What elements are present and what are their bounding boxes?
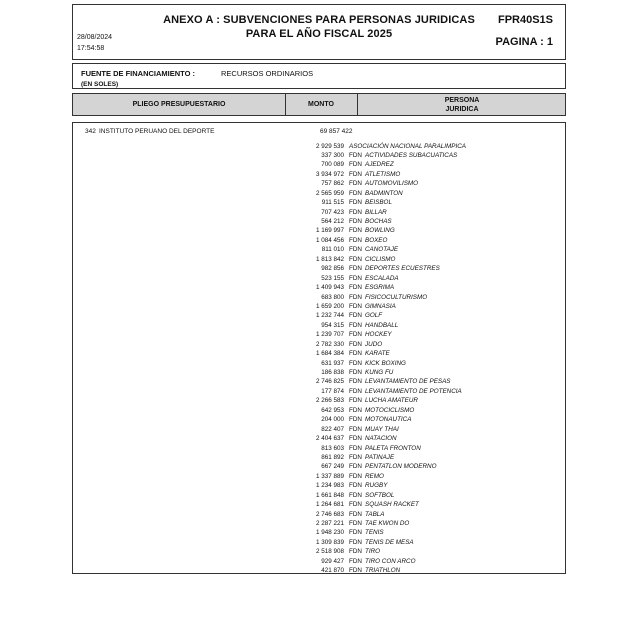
row-amount: 1 409 943 <box>315 284 344 292</box>
row-amount: 1 239 707 <box>315 331 344 339</box>
row-amount: 683 800 <box>321 293 344 301</box>
row-prefix: FDN <box>349 246 362 254</box>
funding-source-label: FUENTE DE FINANCIAMIENTO : <box>81 69 196 78</box>
table-row <box>73 245 565 254</box>
row-prefix: FDN <box>349 331 362 339</box>
table-row <box>73 425 565 434</box>
row-amount: 204 000 <box>321 416 344 424</box>
row-amount: 707 423 <box>321 208 344 216</box>
table-header <box>72 93 566 116</box>
row-amount: 3 934 972 <box>315 170 344 178</box>
funding-source-box <box>72 63 566 89</box>
row-amount: 1 659 200 <box>315 302 344 310</box>
table-row <box>73 311 565 320</box>
row-entity-name: SOFTBOL <box>365 491 395 499</box>
row-entity-name: TIRO <box>365 548 381 556</box>
table-row <box>73 359 565 368</box>
row-entity-name: TAE KWON DO <box>365 520 410 527</box>
table-row <box>73 462 565 471</box>
table-row <box>73 208 565 217</box>
report-header <box>72 4 566 60</box>
table-row <box>73 453 565 462</box>
row-entity-name: RUGBY <box>365 482 388 490</box>
table-row <box>73 491 565 500</box>
row-amount: 1 684 384 <box>315 350 344 358</box>
table-row <box>73 160 565 169</box>
row-amount: 177 874 <box>321 387 344 395</box>
row-entity-name: MUAY THAI <box>365 425 399 433</box>
row-entity-name: KARATE <box>365 350 390 358</box>
row-prefix: FDN <box>349 180 362 188</box>
row-entity-name: TIRO CON ARCO <box>365 557 416 565</box>
row-amount: 929 427 <box>321 557 344 565</box>
row-amount: 421 870 <box>321 567 344 575</box>
table-row <box>73 226 565 235</box>
row-prefix: FDN <box>349 218 362 225</box>
column-header-persona: PERSONA <box>444 97 480 104</box>
row-entity-name: PATINAJE <box>365 453 395 461</box>
row-entity-name: SQUASH RACKET <box>365 501 419 509</box>
row-amount: 1 309 839 <box>315 538 344 546</box>
table-row <box>73 340 565 349</box>
funding-source-value: RECURSOS ORDINARIOS <box>221 69 314 78</box>
row-prefix: FDN <box>349 274 362 282</box>
table-row <box>73 396 565 405</box>
row-entity-name: LEVANTAMIENTO DE POTENCIA <box>365 387 462 395</box>
row-amount: 1 813 842 <box>315 255 344 263</box>
row-prefix: FDN <box>349 520 362 527</box>
row-prefix: FDN <box>349 472 362 480</box>
table-row <box>73 547 565 556</box>
row-amount: 954 315 <box>321 321 344 329</box>
row-entity-name: DEPORTES ECUESTRES <box>365 265 440 273</box>
row-entity-name: KICK BOXING <box>365 359 406 367</box>
row-entity-name: BILLAR <box>365 208 387 216</box>
row-amount: 822 407 <box>321 425 344 433</box>
row-prefix: FDN <box>349 151 362 159</box>
table-row <box>73 217 565 226</box>
row-amount: 667 249 <box>321 463 344 471</box>
row-entity-name: ESGRIMA <box>365 284 395 292</box>
beneficiary-list <box>73 142 565 576</box>
row-entity-name: ESCALADA <box>365 274 399 282</box>
row-prefix: FDN <box>349 463 362 471</box>
row-amount: 564 212 <box>321 218 344 225</box>
row-prefix: FDN <box>349 548 362 556</box>
table-row <box>73 330 565 339</box>
row-amount: 2 929 539 <box>315 142 344 150</box>
row-entity-name: PALETA FRONTON <box>365 444 421 452</box>
row-amount: 911 515 <box>321 199 344 207</box>
table-row <box>73 377 565 386</box>
row-prefix: FDN <box>349 378 362 386</box>
table-row <box>73 142 565 151</box>
table-row <box>73 538 565 547</box>
row-entity-name: KUNG FU <box>365 369 394 376</box>
row-amount: 1 169 997 <box>315 227 344 235</box>
table-row <box>73 415 565 424</box>
table-row <box>73 283 565 292</box>
table-row <box>73 566 565 575</box>
row-prefix: FDN <box>349 302 362 310</box>
row-entity-name: BADMINTON <box>365 189 403 197</box>
report-title: ANEXO A : SUBVENCIONES PARA PERSONAS JURIDICAS <box>163 14 475 26</box>
row-prefix: FDN <box>349 359 362 367</box>
row-prefix: FDN <box>349 227 362 235</box>
row-prefix: FDN <box>349 265 362 273</box>
row-entity-name: TENIS <box>365 529 384 537</box>
row-entity-name: MOTONAUTICA <box>365 416 412 424</box>
row-prefix: FDN <box>349 350 362 358</box>
table-row <box>73 510 565 519</box>
table-row <box>73 557 565 566</box>
row-prefix: FDN <box>349 397 362 405</box>
column-header-persona-juridica <box>357 97 567 114</box>
row-entity-name: AJEDREZ <box>365 161 394 169</box>
table-row <box>73 406 565 415</box>
table-row <box>73 528 565 537</box>
table-row <box>73 151 565 160</box>
table-row <box>73 274 565 283</box>
table-row <box>73 519 565 528</box>
row-entity-name: CANOTAJE <box>365 246 399 254</box>
row-entity-name: MOTOCICLISMO <box>365 406 415 414</box>
table-row <box>73 481 565 490</box>
row-entity-name: GIMNASIA <box>365 302 396 310</box>
row-amount: 1 232 744 <box>315 312 344 320</box>
row-prefix: FDN <box>349 444 362 452</box>
row-prefix: FDN <box>349 529 362 537</box>
row-entity-name: JUDO <box>365 340 383 348</box>
row-entity-name: ATLETISMO <box>365 170 401 178</box>
row-entity-name: BOCHAS <box>365 218 392 225</box>
row-entity-name: FISICOCULTURISMO <box>365 293 428 301</box>
table-row <box>73 255 565 264</box>
row-entity-name: ACTIVIDADES SUBACUATICAS <box>365 151 458 159</box>
row-prefix: FDN <box>349 255 362 263</box>
currency-unit: (EN SOLES) <box>81 81 119 88</box>
row-prefix: FDN <box>349 369 362 376</box>
table-row <box>73 170 565 179</box>
table-row <box>73 264 565 273</box>
row-prefix: FDN <box>349 406 362 414</box>
pliego-code: 342 <box>85 128 96 135</box>
row-amount: 811 010 <box>321 246 344 254</box>
row-entity-name: BEISBOL <box>365 199 392 207</box>
row-prefix: FDN <box>349 510 362 518</box>
row-amount: 982 856 <box>321 265 344 273</box>
table-row <box>73 179 565 188</box>
column-header-pliego: PLIEGO PRESUPUESTARIO <box>132 101 226 108</box>
row-prefix: FDN <box>349 501 362 509</box>
row-amount: 1 337 889 <box>315 472 344 480</box>
table-row <box>73 500 565 509</box>
pliego-name: INSTITUTO PERUANO DEL DEPORTE <box>99 128 215 135</box>
row-entity-name: TABLA <box>365 510 385 518</box>
table-row <box>73 189 565 198</box>
row-amount: 1 234 983 <box>315 482 344 490</box>
pliego-row <box>85 128 214 135</box>
table-row <box>73 387 565 396</box>
row-amount: 700 089 <box>321 161 344 169</box>
table-row <box>73 434 565 443</box>
row-amount: 1 084 456 <box>315 236 344 244</box>
table-row <box>73 349 565 358</box>
report-date: 28/08/2024 <box>77 34 113 41</box>
row-entity-name: NATACION <box>365 435 397 443</box>
row-entity-name: AUTOMOVILISMO <box>365 180 419 188</box>
row-prefix: FDN <box>349 321 362 329</box>
table-row <box>73 472 565 481</box>
row-prefix: FDN <box>349 284 362 292</box>
row-entity-name: TRIATHLON <box>365 567 401 575</box>
row-prefix: FDN <box>349 425 362 433</box>
row-amount: 2 287 221 <box>315 520 344 527</box>
row-prefix: FDN <box>349 435 362 443</box>
row-amount: 861 892 <box>321 453 344 461</box>
row-prefix: FDN <box>349 208 362 216</box>
row-entity-name: HOCKEY <box>365 331 392 339</box>
row-amount: 2 782 330 <box>315 340 344 348</box>
row-amount: 2 746 825 <box>315 378 344 386</box>
row-prefix: FDN <box>349 482 362 490</box>
row-amount: 337 300 <box>321 151 344 159</box>
row-prefix: FDN <box>349 453 362 461</box>
table-body <box>72 122 566 574</box>
row-amount: 2 266 583 <box>315 397 344 405</box>
row-entity-name: HANDBALL <box>365 321 399 329</box>
row-prefix: FDN <box>349 170 362 178</box>
row-entity-name: REMO <box>365 472 384 480</box>
row-prefix: FDN <box>349 236 362 244</box>
row-entity-name: LUCHA AMATEUR <box>365 397 418 405</box>
row-prefix: FDN <box>349 538 362 546</box>
row-prefix: FDN <box>349 161 362 169</box>
row-amount: 631 937 <box>321 359 344 367</box>
table-row <box>73 302 565 311</box>
row-entity-name: BOXEO <box>365 236 388 244</box>
row-prefix: FDN <box>349 416 362 424</box>
row-amount: 813 603 <box>321 444 344 452</box>
table-row <box>73 444 565 453</box>
row-prefix: FDN <box>349 340 362 348</box>
row-amount: 642 953 <box>321 406 344 414</box>
report-code: FPR40S1S <box>497 14 553 26</box>
row-prefix: FDN <box>349 189 362 197</box>
row-amount: 1 948 230 <box>315 529 344 537</box>
row-entity-name: BOWLING <box>365 227 395 235</box>
table-row <box>73 198 565 207</box>
column-header-monto: MONTO <box>308 101 334 108</box>
row-entity-name: PENTATLON MODERNO <box>365 463 437 471</box>
row-prefix: FDN <box>349 312 362 320</box>
row-entity-name: TENIS DE MESA <box>365 538 414 546</box>
row-entity-name: LEVANTAMIENTO DE PESAS <box>365 378 451 386</box>
page-number: PAGINA : 1 <box>495 36 553 48</box>
row-amount: 186 838 <box>321 369 344 376</box>
row-amount: 1 661 848 <box>315 491 344 499</box>
column-header-juridica: JURIDICA <box>445 105 479 113</box>
row-amount: 2 518 908 <box>315 548 344 556</box>
report-time: 17:54:58 <box>77 45 105 52</box>
row-amount: 2 565 959 <box>315 189 344 197</box>
row-entity-name: GOLF <box>365 312 383 320</box>
row-amount: 1 264 681 <box>315 501 344 509</box>
pliego-total: 69 857 422 <box>320 128 353 135</box>
row-prefix: FDN <box>349 557 362 565</box>
row-prefix: FDN <box>349 387 362 395</box>
row-amount: 2 746 683 <box>315 510 344 518</box>
row-prefix: FDN <box>349 199 362 207</box>
row-prefix: FDN <box>349 491 362 499</box>
row-prefix: FDN <box>349 293 362 301</box>
row-prefix: FDN <box>349 567 362 575</box>
row-amount: 523 155 <box>321 274 344 282</box>
row-entity-name: ASOCIACIÓN NACIONAL PARALIMPICA <box>349 142 466 150</box>
row-amount: 2 404 637 <box>315 435 344 443</box>
table-row <box>73 293 565 302</box>
table-row <box>73 321 565 330</box>
row-amount: 757 862 <box>321 180 344 188</box>
report-subtitle: PARA EL AÑO FISCAL 2025 <box>245 28 393 40</box>
table-row <box>73 236 565 245</box>
row-entity-name: CICLISMO <box>365 255 396 263</box>
table-row <box>73 368 565 377</box>
